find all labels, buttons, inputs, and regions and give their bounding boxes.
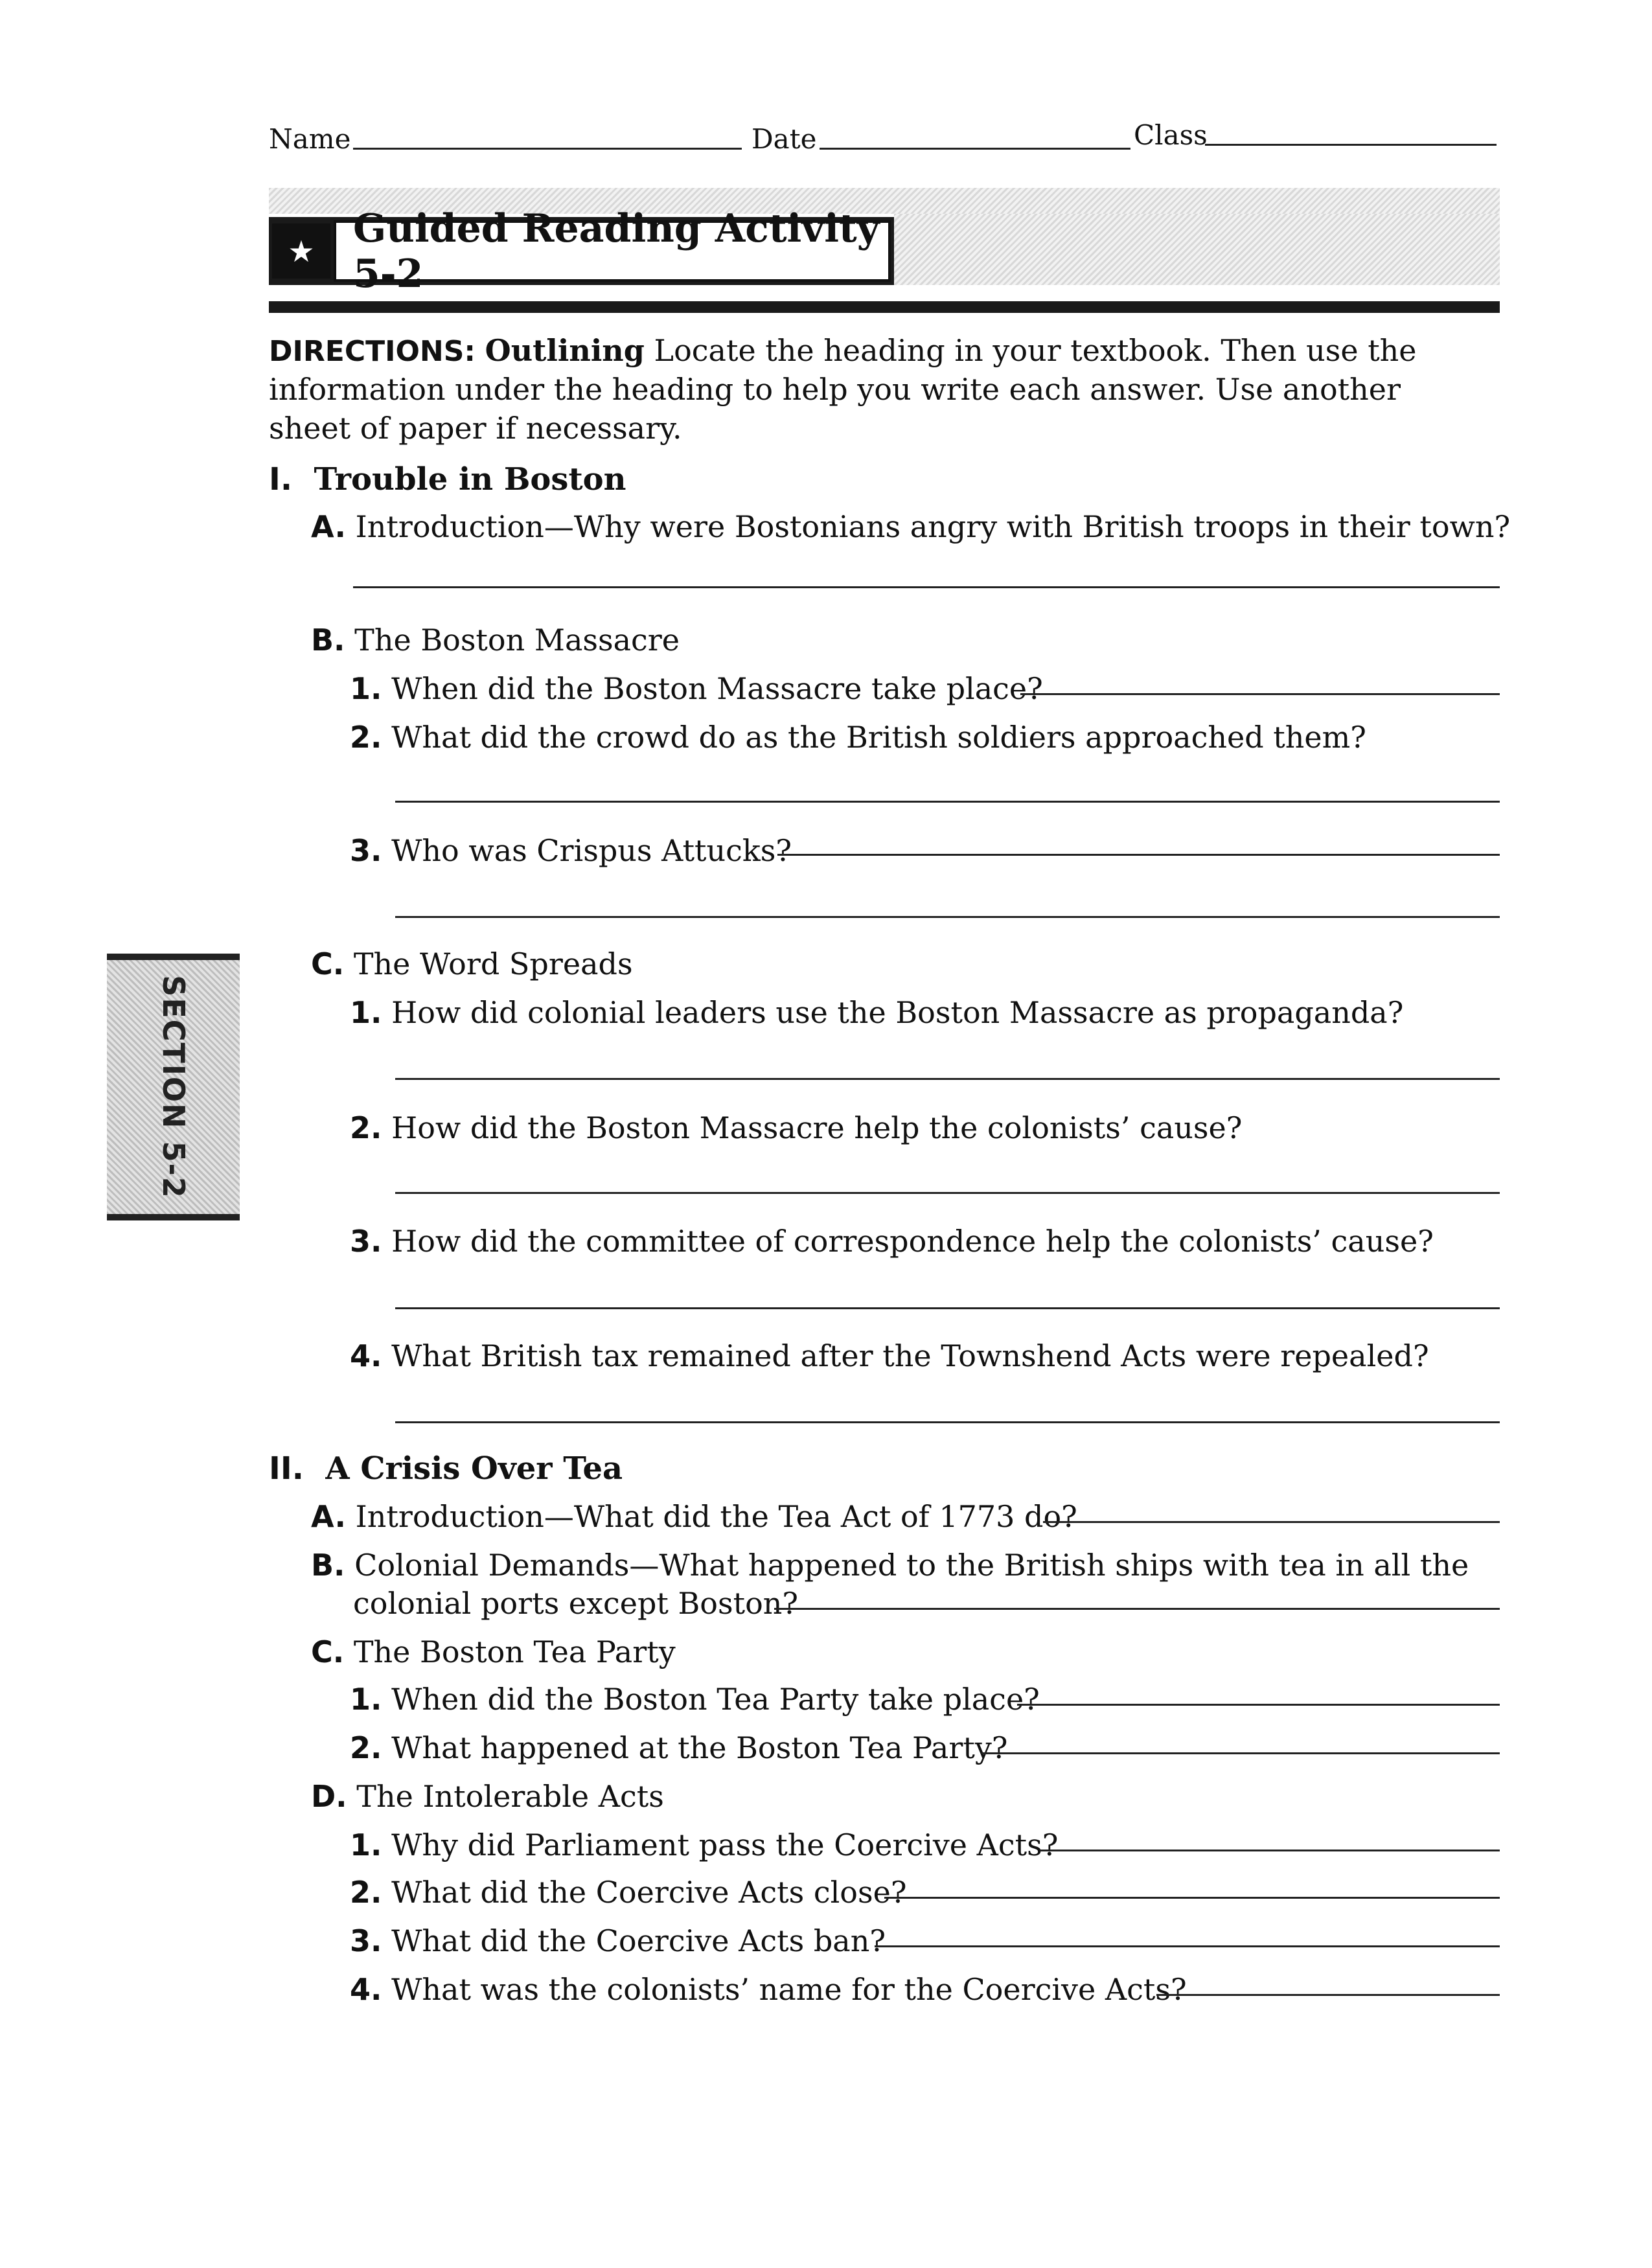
question-number: 2. <box>350 1730 382 1765</box>
answer-line-1c-4[interactable] <box>395 1421 1500 1423</box>
item-2d <box>311 1779 664 1814</box>
item-2c-1-question: When did the Boston Tea Party take place? <box>391 1682 1040 1717</box>
answer-line-2c-2[interactable] <box>981 1752 1500 1754</box>
directions-line-1 <box>269 333 1417 368</box>
item-1c-3 <box>350 1224 1434 1259</box>
item-2d-2-question: What did the Coercive Acts close? <box>391 1875 907 1910</box>
question-number: 4. <box>350 1338 382 1373</box>
item-2c-2 <box>350 1730 1008 1765</box>
item-2b <box>311 1548 1469 1583</box>
question-number: 2. <box>350 720 382 755</box>
item-1b-1-question: When did the Boston Massacre take place? <box>391 671 1043 706</box>
item-1b-2-question: What did the crowd do as the British soldiers approached them? <box>391 720 1366 755</box>
banner-stripe-right <box>894 214 1500 285</box>
item-1b-1 <box>350 671 1043 706</box>
answer-line-1c-1[interactable] <box>395 1078 1500 1080</box>
item-1a-question: Introduction—Why were Bostonians angry with British troops in their town? <box>355 509 1511 544</box>
section-2-numeral: II. <box>269 1450 304 1487</box>
answer-line-2d-2[interactable] <box>884 1897 1500 1899</box>
answer-line-2d-4[interactable] <box>1156 1994 1500 1996</box>
star-icon: ★ <box>272 223 330 279</box>
item-2d-heading: The Intolerable Acts <box>356 1779 664 1814</box>
directions-subtitle: Outlining <box>485 333 645 368</box>
item-1b <box>311 623 680 658</box>
name-field[interactable] <box>353 148 742 150</box>
section-1-numeral: I. <box>269 461 293 498</box>
side-tab-label: SECTION 5-2 <box>155 975 191 1199</box>
item-2d-3 <box>350 1923 886 1958</box>
item-marker: C. <box>311 1634 345 1669</box>
answer-line-2c-1[interactable] <box>1017 1704 1500 1706</box>
directions-line-2: information under the heading to help you write each answer. Use another <box>269 372 1401 407</box>
banner-title <box>334 205 891 297</box>
question-number: 1. <box>350 671 382 706</box>
item-1c-2 <box>350 1110 1243 1145</box>
answer-line-1a[interactable] <box>353 586 1500 588</box>
banner-underline <box>269 301 1500 313</box>
item-2d-1 <box>350 1827 1059 1862</box>
question-number: 3. <box>350 833 382 868</box>
item-2d-3-question: What did the Coercive Acts ban? <box>391 1923 886 1958</box>
item-marker: A. <box>311 509 346 544</box>
answer-line-1c-2[interactable] <box>395 1192 1500 1194</box>
item-1c-2-question: How did the Boston Massacre help the colonists’ cause? <box>391 1110 1243 1145</box>
item-2a <box>311 1499 1077 1534</box>
directions-text-1: Locate the heading in your textbook. Then use the <box>654 333 1417 368</box>
item-marker: A. <box>311 1499 346 1534</box>
item-1c-1-question: How did colonial leaders use the Boston Massacre as propaganda? <box>391 995 1404 1030</box>
item-1b-heading: The Boston Massacre <box>354 623 680 658</box>
answer-line-2d-3[interactable] <box>875 1945 1500 1947</box>
item-2d-4 <box>350 1972 1187 2007</box>
question-number: 2. <box>350 1875 382 1910</box>
item-2b-question-line-1: Colonial Demands—What happened to the British ships with tea in all the <box>354 1548 1469 1583</box>
item-2c <box>311 1634 676 1669</box>
item-1c-4 <box>350 1338 1429 1373</box>
item-marker: D. <box>311 1779 347 1814</box>
item-marker: B. <box>311 623 345 658</box>
question-number: 3. <box>350 1923 382 1958</box>
class-field[interactable] <box>1205 144 1497 146</box>
class-label: Class <box>1134 119 1208 151</box>
page-title: Guided Reading Activity 5-2 <box>353 205 880 297</box>
item-2d-2 <box>350 1875 907 1910</box>
item-1c-3-question: How did the committee of correspondence help the colonists’ cause? <box>391 1224 1434 1259</box>
section-1-heading <box>269 461 626 498</box>
item-2c-heading: The Boston Tea Party <box>353 1634 676 1669</box>
question-number: 1. <box>350 995 382 1030</box>
item-1b-2 <box>350 720 1366 755</box>
item-2a-question: Introduction—What did the Tea Act of 1773 do? <box>355 1499 1077 1534</box>
directions-line-3: sheet of paper if necessary. <box>269 411 682 446</box>
answer-line-1b-1[interactable] <box>1020 693 1500 695</box>
item-marker: C. <box>311 946 345 981</box>
item-2b-question-line-2: colonial ports except Boston? <box>353 1586 799 1621</box>
item-1c-heading: The Word Spreads <box>353 946 633 981</box>
item-2c-2-question: What happened at the Boston Tea Party? <box>391 1730 1008 1765</box>
name-label: Name <box>269 123 351 155</box>
date-field[interactable] <box>820 148 1130 150</box>
answer-line-2b[interactable] <box>774 1608 1500 1610</box>
section-side-tab <box>107 954 240 1220</box>
item-2c-1 <box>350 1682 1040 1717</box>
question-number: 1. <box>350 1827 382 1862</box>
answer-line-1b-2[interactable] <box>395 801 1500 803</box>
section-1-title: Trouble in Boston <box>314 461 626 498</box>
date-label: Date <box>751 123 817 155</box>
item-1c <box>311 946 633 981</box>
item-2d-1-question: Why did Parliament pass the Coercive Acts? <box>391 1827 1059 1862</box>
answer-line-2d-1[interactable] <box>1040 1850 1500 1851</box>
item-1a <box>311 509 1511 544</box>
answer-line-1b-3a[interactable] <box>777 854 1500 856</box>
item-1b-3 <box>350 833 792 868</box>
question-number: 4. <box>350 1972 382 2007</box>
directions-label: DIRECTIONS: <box>269 335 476 368</box>
question-number: 3. <box>350 1224 382 1259</box>
question-number: 2. <box>350 1110 382 1145</box>
answer-line-1b-3b[interactable] <box>395 916 1500 918</box>
section-2-title: A Crisis Over Tea <box>325 1450 623 1487</box>
answer-line-2a[interactable] <box>1043 1521 1500 1523</box>
item-1b-3-question: Who was Crispus Attucks? <box>391 833 792 868</box>
question-number: 1. <box>350 1682 382 1717</box>
item-1c-1 <box>350 995 1404 1030</box>
answer-line-1c-3[interactable] <box>395 1307 1500 1309</box>
section-2-heading <box>269 1450 623 1487</box>
item-1c-4-question: What British tax remained after the Townshend Acts were repealed? <box>391 1338 1429 1373</box>
item-marker: B. <box>311 1548 345 1583</box>
item-2d-4-question: What was the colonists’ name for the Coercive Acts? <box>391 1972 1187 2007</box>
